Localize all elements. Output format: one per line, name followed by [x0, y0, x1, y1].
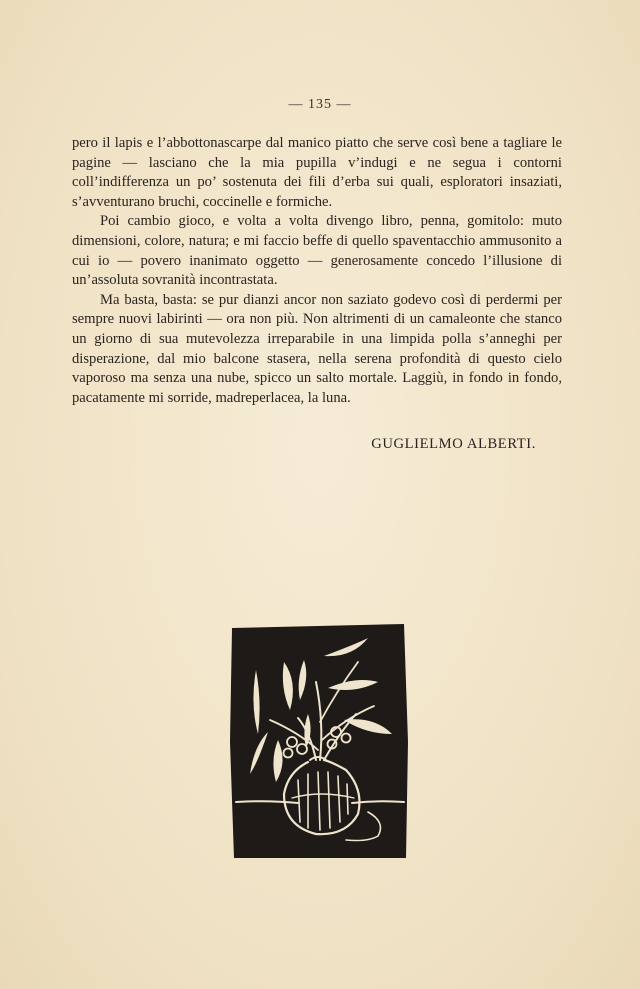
- author-signature: GUGLIELMO ALBERTI.: [371, 436, 536, 452]
- paragraph-3: Ma basta, basta: se pur dianzi ancor non saziato godevo così di perdermi per sempre nuovi labirinti — ora non più. Non altrimenti di un camaleonte che stanco un giorno di sua mutevolezza irreparabile in una limpida polla s’anneghi per disperazione, dal mio balcone stasera, nella serena profondità di questo cielo vaporoso ma senza una nube, spicco un salto mortale. Laggiù, in fondo in fondo, pacatamente mi sorride, madreperlacea, la luna.: [72, 291, 562, 406]
- page-number: — 135 —: [288, 97, 352, 112]
- body-text: [72, 134, 562, 408]
- paragraph-1: pero il lapis e l’abbottonascarpe dal manico piatto che serve così bene a tagliare le pagine — lasciano che la mia pupilla v’indugi e ne segua i contorni coll’indifferenza un po’ sostenuta dei fili d’erba sui quali, esploratori insaziati, s’avventurano bruchi, coccinelle e formiche.: [72, 135, 562, 210]
- woodcut-vase-of-flowers-icon: [228, 622, 410, 860]
- paragraph-2: Poi cambio gioco, e volta a volta divengo libro, penna, gomitolo: muto dimensioni, colore, natura; e mi faccio beffe di quello spaventacchio ammusonito a cui io — povero inanimato oggetto — generosamente concedo l’illusione di un’assoluta sovranità incontrastata.: [72, 213, 562, 289]
